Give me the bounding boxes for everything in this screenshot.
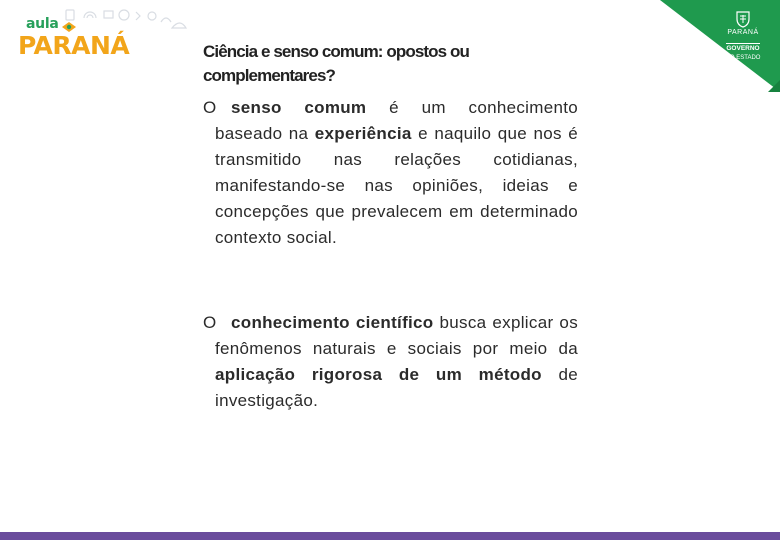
paragraph-text xyxy=(203,310,578,414)
cloud-icon xyxy=(161,18,171,22)
monitor-icon xyxy=(104,11,113,18)
paragraph-text xyxy=(203,95,578,251)
government-seal xyxy=(716,10,770,62)
paragraph-conhecimento-cientifico xyxy=(203,310,578,414)
page-title: Ciência e senso comum: opostos ou complementares? xyxy=(203,42,469,85)
gov-label: GOVERNO xyxy=(726,45,760,52)
gear-icon xyxy=(148,12,156,20)
bold-term: conhecimento científico xyxy=(231,313,434,332)
logo-parana-text: PARANÁ xyxy=(18,31,130,60)
globe-icon xyxy=(119,10,129,20)
bold-term: aplicação rigorosa de um método xyxy=(215,365,542,384)
paragraph-senso-comum xyxy=(203,95,578,251)
text-segment: de investigação. xyxy=(215,365,578,410)
bottom-accent-bar xyxy=(0,532,780,540)
bullet-marker: O xyxy=(203,98,217,117)
decorative-tech-icons xyxy=(56,8,206,48)
tablet-icon xyxy=(66,10,74,20)
gov-state-name: PARANÁ xyxy=(727,29,759,36)
text-segment: e naquilo que nos é transmitido nas relações cotidianas, manifestando-se nas opiniões, ideias e concepções que prevalecem em determinado contexto social. xyxy=(215,124,578,247)
text-segment: é um conhecimento baseado na xyxy=(215,98,578,143)
play-icon xyxy=(136,12,140,20)
state-crest-icon xyxy=(734,10,752,28)
bold-term: senso comum xyxy=(231,98,367,117)
bold-term: experiência xyxy=(314,124,412,143)
logo-aula-text: aula xyxy=(26,16,59,32)
bullet-marker: O xyxy=(203,313,217,332)
text-segment: busca explicar os fenômenos naturais e sociais por meio da xyxy=(215,313,578,358)
gov-label-sub: DO ESTADO xyxy=(725,55,761,61)
